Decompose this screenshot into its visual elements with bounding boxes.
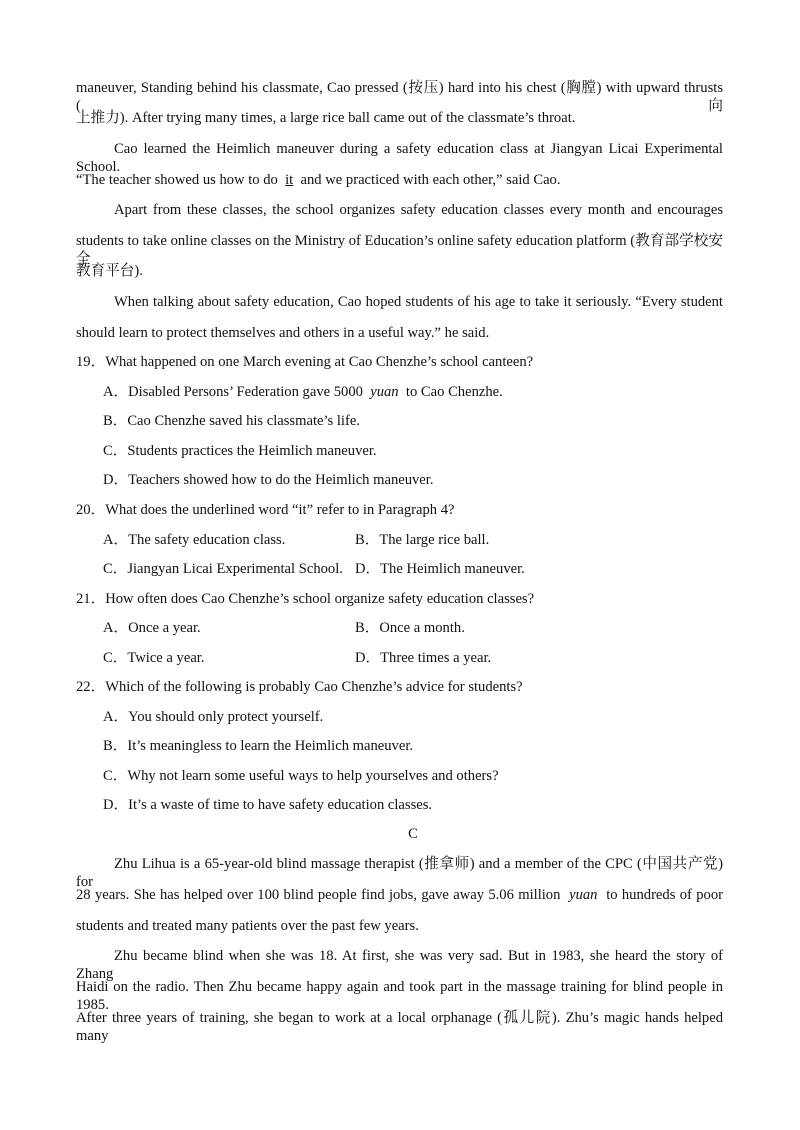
option-d: D．The Heimlich maneuver. [355,561,525,577]
option-c: C．Jiangyan Licai Experimental School. [103,561,343,577]
text-run: A．Disabled Persons’ Federation gave 5000 [103,384,363,400]
option-a: A．You should only protect yourself. [103,709,324,725]
paragraph-line: students to take online classes on the Ministry of Education’s online safety education platform (教育部学校安全 [76,233,723,267]
paragraph-line [76,886,723,904]
paragraph-line: Cao learned the Heimlich maneuver during a safety education class at Jiangyan Licai Experimental School. [76,141,723,175]
question-stem: 19．What happened on one March evening at Cao Chenzhe’s school canteen? [76,354,534,370]
option-b: B．Cao Chenzhe saved his classmate’s life. [103,413,360,429]
section-heading: C [408,826,418,842]
question-stem: 22．Which of the following is probably Cao Chenzhe’s advice for students? [76,679,523,695]
option-c: C．Students practices the Heimlich maneuver. [103,443,377,459]
paragraph-line: students and treated many patients over the past few years. [76,918,419,934]
italic-word: yuan [569,887,598,903]
italic-word: yuan [370,384,399,400]
paragraph-line: Zhu became blind when she was 18. At first, she was very sad. But in 1983, she heard the story of Zhang [76,948,723,982]
paragraph-line: Apart from these classes, the school organizes safety education classes every month and encourages [114,202,723,218]
text-run: and we practiced with each other,” said Cao. [300,172,561,188]
paragraph-line: should learn to protect themselves and others in a useful way.” he said. [76,325,490,341]
option-c: C．Twice a year. [103,650,205,666]
paragraph-line: Haidi on the radio. Then Zhu became happy again and took part in the massage training for blind people in 1985. [76,979,723,1013]
option-b: B．Once a month. [355,620,465,636]
underlined-word: it [285,172,294,188]
option-a [103,383,503,401]
option-d: D．Teachers showed how to do the Heimlich maneuver. [103,472,434,488]
option-b: B．It’s meaningless to learn the Heimlich maneuver. [103,738,414,754]
paragraph-line: maneuver, Standing behind his classmate, Cao pressed (按压) hard into his chest (胸膛) with upward thrusts (向 [76,80,723,114]
option-d: D．It’s a waste of time to have safety education classes. [103,797,433,813]
paragraph-line: 上推力). After trying many times, a large rice ball came out of the classmate’s throat. [76,110,576,126]
paragraph-line: After three years of training, she began to work at a local orphanage (孤儿院). Zhu’s magic hands helped many [76,1010,723,1044]
text-run: 28 years. She has helped over 100 blind people find jobs, gave away 5.06 million [76,887,561,903]
option-d: D．Three times a year. [355,650,492,666]
option-b: B．The large rice ball. [355,532,490,548]
option-c: C．Why not learn some useful ways to help yourselves and others? [103,768,499,784]
paragraph-line: 教育平台). [76,263,143,279]
option-a: A．Once a year. [103,620,201,636]
paragraph-line: Zhu Lihua is a 65-year-old blind massage therapist (推拿师) and a member of the CPC (中国共产党) for [76,856,723,890]
paragraph-line [76,171,561,189]
text-run: to hundreds of poor [606,887,723,903]
text-run: “The teacher showed us how to do [76,172,278,188]
paragraph-line: When talking about safety education, Cao hoped students of his age to take it seriously. “Every student [114,294,723,310]
option-a: A．The safety education class. [103,532,286,548]
question-stem: 20．What does the underlined word “it” refer to in Paragraph 4? [76,502,455,518]
question-stem: 21．How often does Cao Chenzhe’s school organize safety education classes? [76,591,535,607]
text-run: to Cao Chenzhe. [405,384,503,400]
